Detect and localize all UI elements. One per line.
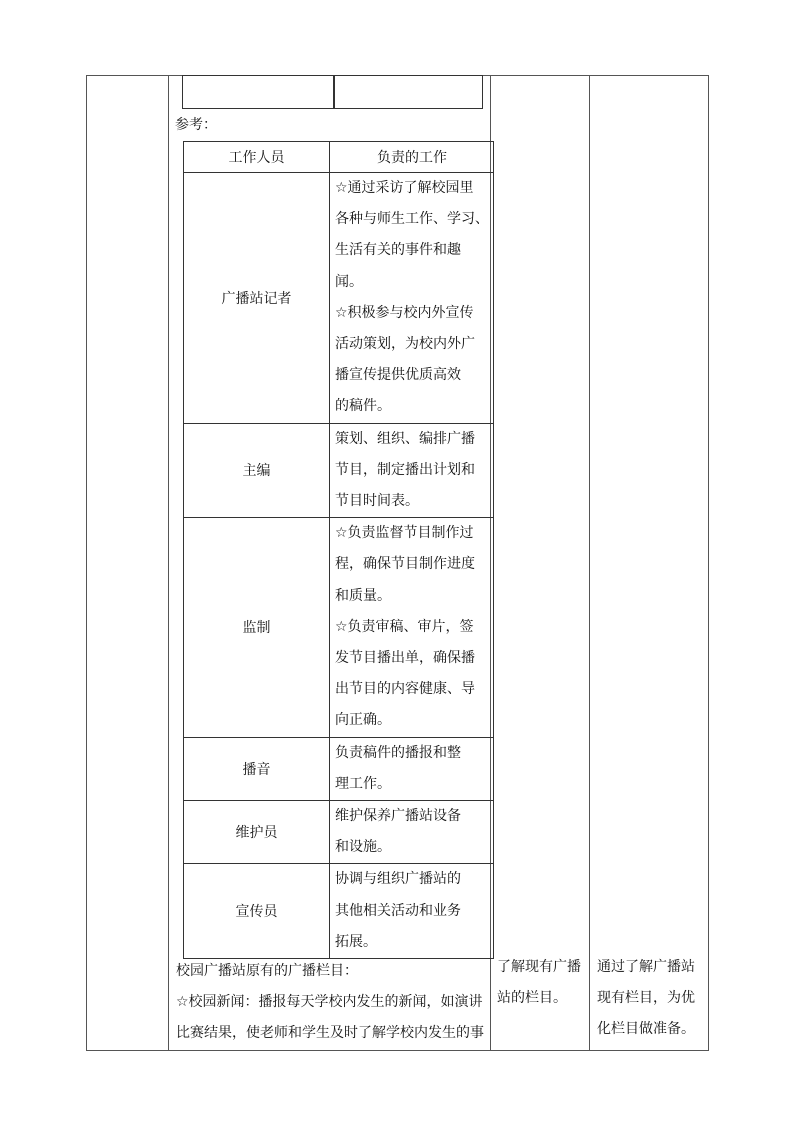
student-activity-line-2: 站的栏目。 <box>497 990 567 1006</box>
duty-line: ☆通过采访了解校园里 <box>335 180 474 196</box>
role-name: 宣传员 <box>184 864 330 959</box>
table-row <box>184 423 494 518</box>
duty-line: ☆负责审稿、审片，签 <box>335 618 474 635</box>
duty-line: 节目，制定播出计划和 <box>335 461 475 478</box>
outer-table-column-divider-3 <box>589 75 590 1051</box>
duty-line: 闻。 <box>335 273 363 290</box>
header-duty: 负责的工作 <box>330 142 494 173</box>
table-row <box>184 737 494 800</box>
role-duty <box>330 737 494 800</box>
role-duty <box>330 173 494 424</box>
duty-line: 其他相关活动和业务 <box>335 902 461 919</box>
design-intent-line-2: 现有栏目，为优 <box>597 990 695 1006</box>
outer-table-column-divider-1 <box>168 75 169 1051</box>
duty-line: 程，确保节目制作进度 <box>335 556 475 573</box>
news-line-2: 比赛结果，使老师和学生及时了解学校内发生的事 <box>176 1025 484 1041</box>
duty-line: 各种与师生工作、学习、 <box>335 211 489 228</box>
header-role: 工作人员 <box>184 142 330 173</box>
role-name: 广播站记者 <box>184 173 330 424</box>
duty-line: 和质量。 <box>335 587 391 604</box>
duty-line: 出节目的内容健康、导 <box>335 681 475 698</box>
duty-line: 负责稿件的播报和整 <box>335 744 461 761</box>
duty-line: 理工作。 <box>335 775 391 792</box>
role-name: 主编 <box>184 423 330 518</box>
table-row <box>184 173 494 424</box>
design-intent-line-3: 化栏目做准备。 <box>597 1021 695 1037</box>
duty-line: 拓展。 <box>335 933 377 950</box>
duty-line: 协调与组织广播站的 <box>335 871 461 888</box>
table-row <box>184 864 494 959</box>
outer-table-bottom-border <box>86 1050 709 1051</box>
role-duty <box>330 423 494 518</box>
duty-line: 发节目播出单，确保播 <box>335 650 475 667</box>
columns-heading: 校园广播站原有的广播栏目： <box>176 963 358 979</box>
previous-table-cell-right <box>333 75 483 109</box>
table-row <box>184 518 494 737</box>
duty-line: ☆负责监督节目制作过 <box>335 525 474 542</box>
previous-table-cell-left <box>182 75 335 109</box>
table-row <box>184 801 494 864</box>
reference-table <box>183 141 494 959</box>
duty-line: 的稿件。 <box>335 398 391 415</box>
outer-table-left-border <box>86 75 87 1051</box>
design-intent-line-1: 通过了解广播站 <box>597 959 695 975</box>
news-line-1: ☆校园新闻：播报每天学校内发生的新闻，如演讲 <box>176 994 483 1010</box>
student-activity-line-1: 了解现有广播 <box>497 959 581 975</box>
reference-table-header-row <box>184 142 494 173</box>
role-name: 播音 <box>184 737 330 800</box>
duty-line: 节目时间表。 <box>335 493 419 510</box>
role-duty <box>330 801 494 864</box>
duty-line: 维护保养广播站设备 <box>335 808 461 825</box>
duty-line: 向正确。 <box>335 712 391 729</box>
reference-label: 参考： <box>175 117 217 133</box>
outer-table-right-border <box>708 75 709 1051</box>
role-duty <box>330 518 494 737</box>
duty-line: 活动策划，为校内外广 <box>335 336 475 353</box>
duty-line: 和设施。 <box>335 839 391 856</box>
duty-line: ☆积极参与校内外宣传 <box>335 304 474 321</box>
role-duty <box>330 864 494 959</box>
role-name: 维护员 <box>184 801 330 864</box>
duty-line: 生活有关的事件和趣 <box>335 242 461 259</box>
role-name: 监制 <box>184 518 330 737</box>
duty-line: 播宣传提供优质高效 <box>335 367 461 384</box>
duty-line: 策划、组织、编排广播 <box>335 430 475 447</box>
